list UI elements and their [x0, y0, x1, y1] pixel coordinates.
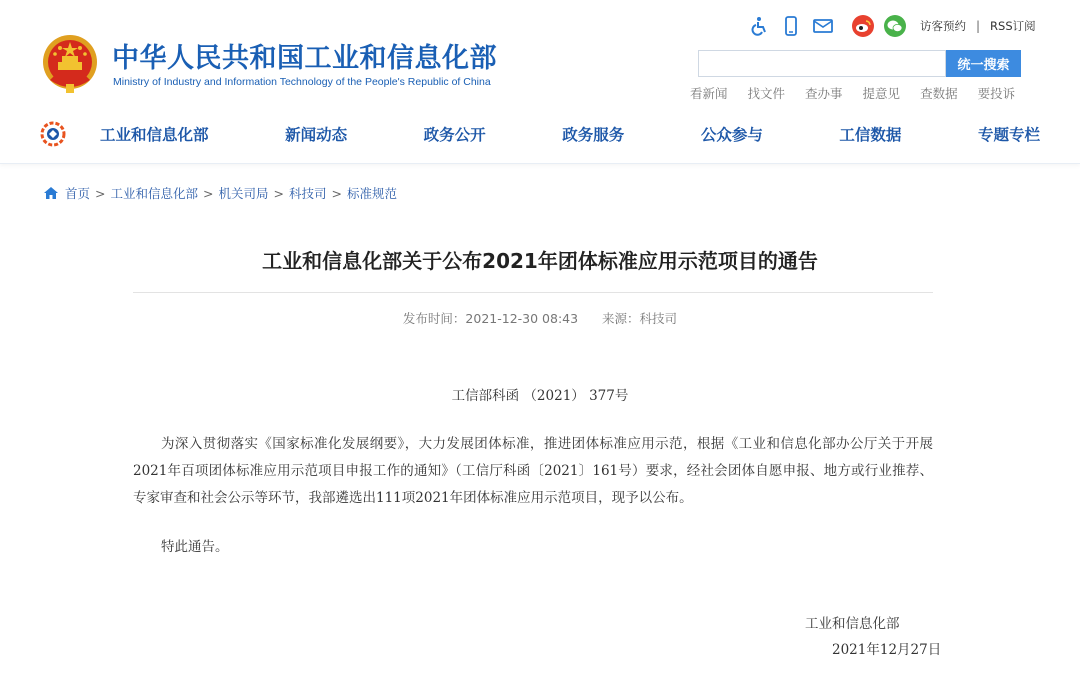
nav-item-gov-services[interactable]: 政务服务	[562, 126, 625, 144]
nav-item-news[interactable]: 新闻动态	[285, 126, 348, 144]
article-meta	[0, 309, 1080, 327]
article-sign-date: 2021年12月27日	[832, 642, 942, 658]
site-subtitle: Ministry of Industry and Information Technology of the People's Republic of China	[113, 76, 491, 88]
publish-time: 发布时间：2021-12-30 08:43	[402, 311, 579, 326]
site-header	[0, 0, 1080, 164]
separator: |	[976, 19, 981, 33]
search-input[interactable]	[698, 50, 946, 77]
main-nav	[100, 118, 1040, 150]
weibo-icon[interactable]	[852, 15, 874, 37]
national-emblem-icon[interactable]	[40, 32, 100, 94]
breadcrumb-separator: >	[203, 185, 214, 201]
breadcrumb-item-ministry[interactable]: 工业和信息化部	[110, 186, 199, 201]
nav-item-topics[interactable]: 专题专栏	[977, 126, 1040, 144]
breadcrumb-item-home[interactable]: 首页	[65, 186, 91, 201]
quick-link-complaint[interactable]: 要投诉	[977, 86, 1016, 101]
article-closing: 特此通告。	[161, 539, 229, 555]
article-signature: 工业和信息化部	[805, 616, 900, 632]
article-body: 为深入贯彻落实《国家标准化发展纲要》，大力发展团体标准，推进团体标准应用示范，根据《工业和信息化部办公厅关于开展2021年百项团体标准应用示范项目申报工作的通知》（工信厅科函〔2021〕161号）要求，经社会团体自愿申报、地方或行业推荐、专家审查和社会公示等环节，我部遴选出111项2021年团体标准应用示范项目，现予以公布。	[133, 436, 933, 506]
breadcrumb-separator: >	[95, 185, 106, 201]
site-title[interactable]: 中华人民共和国工业和信息化部	[112, 43, 497, 74]
breadcrumb-separator: >	[273, 185, 284, 201]
quick-link-services[interactable]: 查办事	[805, 86, 843, 101]
mail-icon[interactable]	[812, 15, 834, 37]
article-title: 工业和信息化部关于公布2021年团体标准应用示范项目的通告	[262, 249, 818, 273]
home-icon[interactable]	[43, 185, 59, 201]
breadcrumb-item-departments[interactable]: 机关司局	[218, 186, 269, 201]
top-utility-bar	[748, 14, 1036, 38]
mobile-icon[interactable]	[780, 15, 802, 37]
breadcrumb-item-tech-dept[interactable]: 科技司	[289, 186, 327, 201]
quick-link-data[interactable]: 查数据	[920, 86, 958, 101]
visitor-booking-link[interactable]: 访客预约	[920, 19, 966, 33]
quick-link-feedback[interactable]: 提意见	[862, 86, 901, 101]
document-number: 工信部科函 （2021） 377号	[451, 388, 629, 404]
breadcrumb-separator: >	[331, 185, 342, 201]
nav-item-gov-affairs[interactable]: 政务公开	[423, 126, 486, 144]
ministry-logo-icon[interactable]	[40, 121, 66, 147]
nav-item-ministry[interactable]: 工业和信息化部	[100, 126, 209, 144]
article-source: 来源：科技司	[602, 311, 678, 326]
accessibility-icon[interactable]	[748, 15, 770, 37]
wechat-icon[interactable]	[884, 15, 906, 37]
breadcrumb	[43, 184, 397, 202]
nav-item-public-participation[interactable]: 公众参与	[700, 126, 763, 144]
nav-item-data[interactable]: 工信数据	[839, 126, 902, 144]
search-button[interactable]: 统一搜索	[946, 50, 1021, 77]
quick-link-news[interactable]: 看新闻	[690, 86, 728, 101]
quick-links	[690, 84, 1030, 102]
quick-link-files[interactable]: 找文件	[747, 86, 786, 101]
breadcrumb-item-standards[interactable]: 标准规范	[347, 186, 398, 201]
rss-link[interactable]: RSS订阅	[990, 19, 1036, 33]
title-divider	[133, 292, 933, 293]
